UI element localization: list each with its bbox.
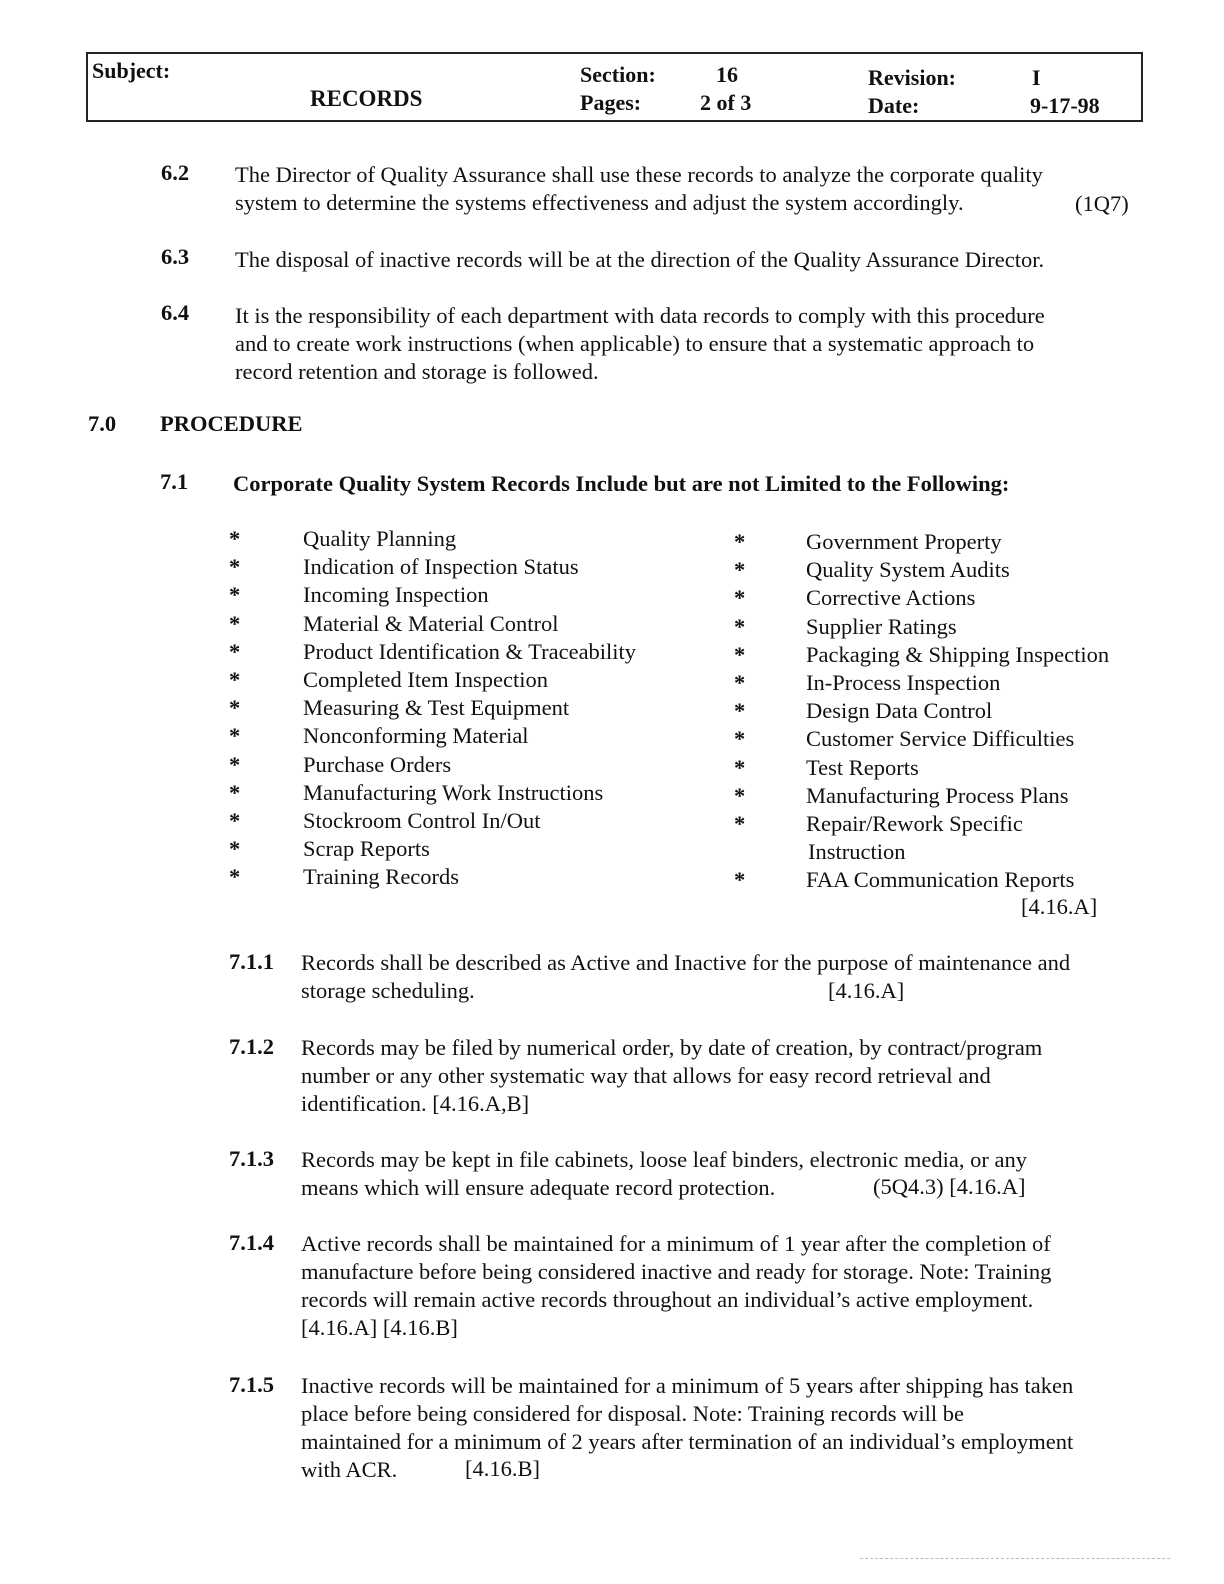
list-item-label: Nonconforming Material bbox=[303, 723, 529, 749]
list-item-label: Supplier Ratings bbox=[806, 613, 957, 639]
paragraph-number: 6.2 bbox=[161, 160, 190, 185]
paragraph-line: The Director of Quality Assurance shall use these records to analyze the corporate quality bbox=[235, 162, 1043, 187]
bullet-icon: * bbox=[734, 867, 746, 893]
list-item bbox=[229, 666, 699, 694]
list-item bbox=[229, 581, 699, 609]
list-item-label: Packaging & Shipping Inspection bbox=[806, 641, 1110, 667]
paragraph-6-4 bbox=[235, 302, 1135, 386]
paragraph-line: storage scheduling. bbox=[301, 978, 475, 1003]
list-item-label: Design Data Control bbox=[806, 698, 993, 724]
records-list-right bbox=[734, 528, 1144, 894]
bullet-icon: * bbox=[734, 698, 746, 724]
bullet-icon: * bbox=[229, 695, 241, 721]
list-item bbox=[734, 613, 1144, 641]
paragraph-line: It is the responsibility of each department with data records to comply with this procedure bbox=[235, 303, 1045, 328]
list-item-label: Manufacturing Process Plans bbox=[806, 782, 1069, 808]
list-item bbox=[229, 751, 699, 779]
paragraph-line: records will remain active records throughout an individual’s active employment. bbox=[301, 1287, 1034, 1312]
date-label: Date: bbox=[868, 93, 920, 118]
list-item bbox=[734, 584, 1144, 612]
list-item bbox=[734, 556, 1144, 584]
bullet-icon: * bbox=[229, 723, 241, 749]
bullet-icon: * bbox=[734, 810, 746, 836]
paragraph-6-3 bbox=[235, 246, 1135, 274]
list-item-label: Quality Planning bbox=[303, 526, 457, 551]
bullet-icon: * bbox=[734, 669, 746, 695]
paragraph-line: with ACR. bbox=[301, 1457, 398, 1482]
list-item-label: Customer Service Difficulties bbox=[806, 726, 1075, 752]
paragraph-line: [4.16.A] [4.16.B] bbox=[301, 1315, 458, 1340]
list-item-label: Completed Item Inspection bbox=[303, 666, 548, 692]
revision-label: Revision: bbox=[868, 65, 956, 90]
bullet-icon: * bbox=[734, 557, 746, 583]
list-item bbox=[229, 694, 699, 722]
bullet-icon: * bbox=[734, 529, 746, 554]
bullet-icon: * bbox=[229, 554, 241, 580]
subparagraph-number: 7.1.5 bbox=[229, 1372, 274, 1397]
bullet-icon: * bbox=[229, 666, 241, 692]
section-number: 7.0 bbox=[88, 411, 117, 436]
bullet-icon: * bbox=[734, 585, 746, 611]
pages-value: 2 of 3 bbox=[700, 90, 752, 115]
paragraph-line: place before being considered for disposal. Note: Training records will be bbox=[301, 1401, 964, 1426]
subject-value: RECORDS bbox=[310, 86, 423, 111]
list-item-label: Instruction bbox=[808, 839, 906, 865]
list-item-label: Training Records bbox=[303, 864, 460, 890]
list-item-label: Quality System Audits bbox=[806, 557, 1010, 583]
list-item bbox=[734, 669, 1144, 697]
bullet-icon: * bbox=[734, 782, 746, 808]
bullet-icon: * bbox=[229, 610, 241, 636]
subparagraph-number: 7.1.4 bbox=[229, 1230, 274, 1255]
list-item bbox=[229, 610, 699, 638]
date-value: 9-17-98 bbox=[1030, 93, 1100, 118]
list-item bbox=[229, 779, 699, 807]
list-item-label: Repair/Rework Specific bbox=[806, 810, 1023, 836]
subparagraph-number: 7.1.1 bbox=[229, 949, 274, 974]
list-item-label: Material & Material Control bbox=[303, 610, 559, 636]
subsection-title: Corporate Quality System Records Include but are not Limited to the Following: bbox=[233, 471, 1010, 496]
paragraph-line: Inactive records will be maintained for a minimum of 5 years after shipping has taken bbox=[301, 1373, 1074, 1398]
paragraph-line: The disposal of inactive records will be at the direction of the Quality Assurance Director. bbox=[235, 247, 1045, 272]
list-item-label: Scrap Reports bbox=[303, 836, 430, 862]
bullet-icon: * bbox=[229, 526, 241, 551]
reference-code: [4.16.B] bbox=[465, 1456, 540, 1481]
paragraph-line: and to create work instructions (when applicable) to ensure that a systematic approach to bbox=[235, 331, 1035, 356]
reference-code: [4.16.A] bbox=[828, 978, 905, 1003]
bullet-icon: * bbox=[734, 641, 746, 667]
list-item bbox=[229, 722, 699, 750]
bullet-icon: * bbox=[734, 754, 746, 780]
paragraph-line: number or any other systematic way that allows for easy record retrieval and bbox=[301, 1063, 991, 1088]
reference-code: (1Q7) bbox=[1075, 191, 1129, 216]
paragraph-line: record retention and storage is followed. bbox=[235, 359, 599, 384]
section-value: 16 bbox=[716, 62, 738, 87]
subparagraph-7-1-1 bbox=[301, 949, 1131, 1005]
bullet-icon: * bbox=[229, 582, 241, 608]
list-item bbox=[229, 553, 699, 581]
paragraph-line: manufacture before being considered inactive and ready for storage. Note: Training bbox=[301, 1259, 1052, 1284]
paragraph-6-2 bbox=[235, 161, 1135, 217]
list-item bbox=[734, 528, 1144, 556]
subject-label: Subject: bbox=[92, 58, 171, 83]
list-item-label: In-Process Inspection bbox=[806, 669, 1001, 695]
list-item-label: Test Reports bbox=[806, 754, 919, 780]
list-item bbox=[229, 863, 699, 891]
list-item bbox=[229, 835, 699, 863]
paragraph-line: means which will ensure adequate record protection. bbox=[301, 1175, 776, 1200]
paragraph-line: Records may be kept in file cabinets, loose leaf binders, electronic media, or any bbox=[301, 1147, 1027, 1172]
subparagraph-7-1-5 bbox=[301, 1372, 1131, 1484]
pages-label: Pages: bbox=[580, 90, 642, 115]
paragraph-line: system to determine the systems effectiveness and adjust the system accordingly. bbox=[235, 190, 964, 215]
paragraph-number: 6.4 bbox=[161, 300, 190, 325]
bullet-icon: * bbox=[229, 779, 241, 805]
list-item-label: Corrective Actions bbox=[806, 585, 976, 611]
scan-artifact-line bbox=[860, 1558, 1170, 1559]
reference-code: (5Q4.3) [4.16.A] bbox=[873, 1174, 1026, 1199]
bullet-icon: * bbox=[229, 751, 241, 777]
bullet-icon: * bbox=[734, 726, 746, 752]
list-item bbox=[229, 638, 699, 666]
subparagraph-number: 7.1.2 bbox=[229, 1034, 274, 1059]
subparagraph-7-1-2 bbox=[301, 1034, 1131, 1118]
records-reference: [4.16.A] bbox=[1021, 894, 1098, 919]
list-item-label: Manufacturing Work Instructions bbox=[303, 779, 604, 805]
list-item-label: Government Property bbox=[806, 529, 1002, 554]
paragraph-line: maintained for a minimum of 2 years after termination of an individual’s employment bbox=[301, 1429, 1074, 1454]
bullet-icon: * bbox=[229, 807, 241, 833]
list-item bbox=[734, 866, 1144, 894]
subsection-number: 7.1 bbox=[160, 469, 189, 494]
list-item-label: Product Identification & Traceability bbox=[303, 638, 637, 664]
list-item bbox=[734, 754, 1144, 782]
list-item bbox=[734, 782, 1144, 810]
section-title: PROCEDURE bbox=[160, 411, 303, 436]
list-item-label: FAA Communication Reports bbox=[806, 867, 1075, 893]
subparagraph-number: 7.1.3 bbox=[229, 1146, 274, 1171]
list-item bbox=[229, 807, 699, 835]
section-label: Section: bbox=[580, 62, 656, 87]
list-item bbox=[734, 725, 1144, 753]
paragraph-line: Records shall be described as Active and Inactive for the purpose of maintenance and bbox=[301, 950, 1071, 975]
revision-value: I bbox=[1032, 65, 1041, 90]
list-item bbox=[734, 838, 1144, 866]
bullet-icon: * bbox=[229, 638, 241, 664]
document-header bbox=[86, 52, 1143, 122]
list-item-label: Purchase Orders bbox=[303, 751, 452, 777]
subparagraph-7-1-4 bbox=[301, 1230, 1131, 1342]
list-item-label: Incoming Inspection bbox=[303, 582, 489, 608]
list-item bbox=[734, 641, 1144, 669]
list-item bbox=[734, 697, 1144, 725]
paragraph-number: 6.3 bbox=[161, 244, 190, 269]
bullet-icon: * bbox=[229, 864, 241, 890]
paragraph-line: Records may be filed by numerical order, by date of creation, by contract/program bbox=[301, 1035, 1043, 1060]
list-item-label: Indication of Inspection Status bbox=[303, 554, 579, 580]
list-item bbox=[734, 810, 1144, 838]
paragraph-line: Active records shall be maintained for a minimum of 1 year after the completion of bbox=[301, 1231, 1051, 1256]
paragraph-line: identification. [4.16.A,B] bbox=[301, 1091, 530, 1116]
records-list-left bbox=[229, 525, 699, 891]
bullet-icon: * bbox=[229, 836, 241, 862]
list-item bbox=[229, 525, 699, 553]
list-item-label: Measuring & Test Equipment bbox=[303, 695, 570, 721]
list-item-label: Stockroom Control In/Out bbox=[303, 807, 541, 833]
bullet-icon: * bbox=[734, 613, 746, 639]
